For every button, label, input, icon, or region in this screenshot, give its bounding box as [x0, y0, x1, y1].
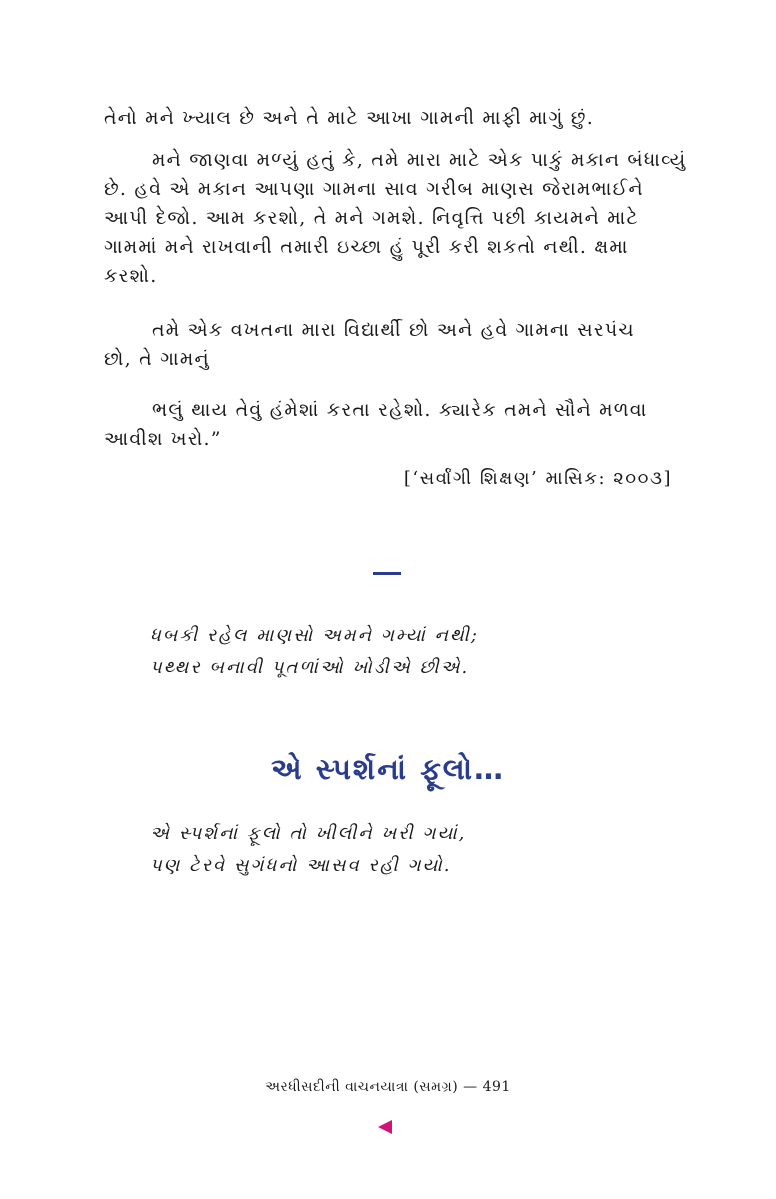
source-citation: [‘સર્વાંગી શિક્ષણ’ માસિક: ૨૦૦૩]: [403, 468, 672, 489]
text-line: આવીશ ખરો.”: [104, 428, 222, 450]
poem-line: પણ ટેરવે સુગંધનો આસવ રહી ગયો.: [150, 855, 452, 876]
poem-line: એ સ્પર્શનાં ફૂલો તો ખીલીને ખરી ગયાં,: [150, 823, 467, 844]
text-line: તેનો મને ખ્યાલ છે અને તે માટે આખા ગામની માફી માગું છું.: [104, 107, 594, 129]
text-line: છે. હવે એ મકાન આપણા ગામના સાવ ગરીબ માણસ જેરામભાઈને: [104, 178, 644, 200]
paragraph-student: [104, 316, 635, 374]
poem-line: ધબકી રહેલ માણસો અમને ગમ્યાં નથી;: [150, 625, 479, 646]
text-line: છો, તે ગામનું: [104, 348, 210, 370]
closing-line: [104, 104, 594, 133]
text-line: ગામમાં મને રાખવાની તમારી ઇચ્છા હું પૂરી કરી શકતો નથી. ક્ષમા: [104, 236, 629, 258]
text-line: ભલું થાય તેવું હંમેશાં કરતા રહેશો. ક્યારેક તમને સૌને મળવા: [152, 399, 648, 421]
poem-line: પથ્થર બનાવી પૂતળાંઓ ખોડીએ છીએ.: [150, 657, 470, 678]
couplet-second: [150, 818, 466, 882]
previous-page-arrow-icon[interactable]: [378, 1120, 392, 1134]
paragraph-house: [104, 146, 686, 291]
section-separator: [373, 572, 401, 575]
couplet-first: [150, 620, 479, 684]
page-footer: અરધીસદીની વાચનયાત્રા (સમગ્ર) — 491: [265, 1079, 511, 1095]
text-line: આપી દેજો. આમ કરશો, તે મને ગમશે. નિવૃત્તિ પછી કાયમને માટે: [104, 207, 639, 229]
text-line: મને જાણવા મળ્યું હતું કે, તમે મારા માટે એક પાકું મકાન બંધાવ્યું: [152, 149, 687, 171]
poem-heading: એ સ્પર્શનાં ફૂલો…: [271, 752, 505, 786]
text-line: કરશો.: [104, 265, 158, 287]
text-line: તમે એક વખતના મારા વિદ્યાર્થી છો અને હવે ગામના સરપંચ: [152, 319, 635, 341]
paragraph-wishes: [104, 396, 648, 454]
